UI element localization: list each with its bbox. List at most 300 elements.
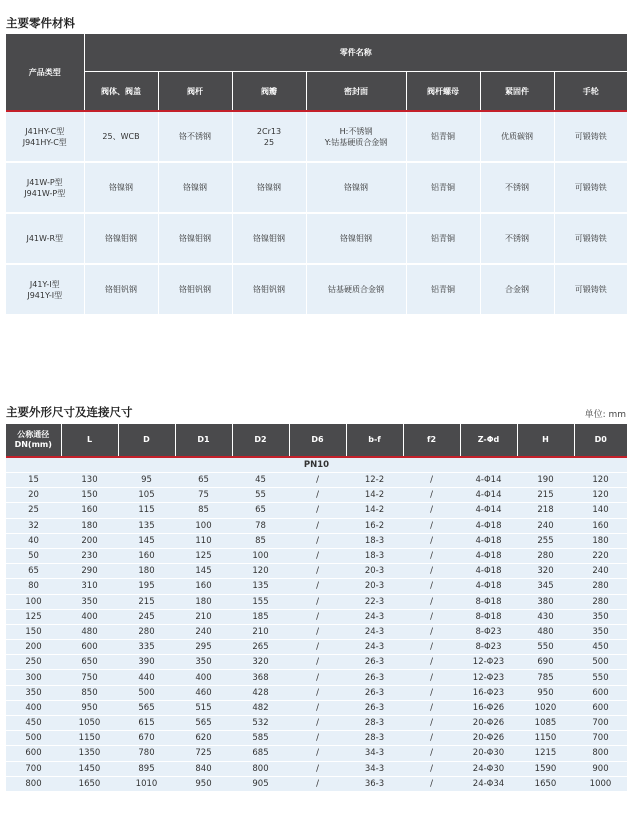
dimension-column-header: 公称通径 DN(mm) xyxy=(6,424,61,457)
dimension-cell: / xyxy=(403,716,460,731)
dimension-cell: 20-3 xyxy=(346,564,403,579)
dimension-cell: / xyxy=(403,488,460,503)
dimension-cell: 380 xyxy=(517,594,574,609)
dimension-cell: 105 xyxy=(118,488,175,503)
dimension-cell: 100 xyxy=(175,518,232,533)
material-cell: 铝青铜 xyxy=(406,162,480,213)
dimension-row xyxy=(6,518,627,533)
dimension-cell: 428 xyxy=(232,685,289,700)
dimensions-section-title: 主要外形尺寸及连接尺寸 xyxy=(6,405,133,419)
materials-section-title: 主要零件材料 xyxy=(6,16,75,30)
dimension-cell: / xyxy=(289,700,346,715)
dimension-cell: 1650 xyxy=(61,776,118,791)
dimension-row xyxy=(6,776,627,791)
dimension-row xyxy=(6,564,627,579)
dimension-cell: 1150 xyxy=(61,731,118,746)
dimension-cell: 565 xyxy=(118,700,175,715)
dimension-cell: 36-3 xyxy=(346,776,403,791)
material-cell: 25、WCB xyxy=(84,111,158,162)
dimension-cell: 280 xyxy=(118,624,175,639)
dimension-row xyxy=(6,655,627,670)
dimension-cell: 14-2 xyxy=(346,503,403,518)
dimension-cell: 400 xyxy=(6,700,61,715)
dimension-cell: 12-Φ23 xyxy=(460,670,517,685)
dimension-cell: 95 xyxy=(118,473,175,488)
materials-table xyxy=(6,34,627,316)
dimension-cell: / xyxy=(289,670,346,685)
dimension-cell: / xyxy=(289,594,346,609)
dimension-cell: / xyxy=(403,579,460,594)
dimension-cell: / xyxy=(403,761,460,776)
material-cell: 不锈钢 xyxy=(480,213,554,264)
dimension-cell: / xyxy=(403,518,460,533)
part-column-header: 阀杆螺母 xyxy=(406,72,480,112)
dimension-cell: 725 xyxy=(175,746,232,761)
dimension-cell: 20-Φ30 xyxy=(460,746,517,761)
dimension-cell: 280 xyxy=(574,594,627,609)
dimension-row xyxy=(6,488,627,503)
dimension-cell: / xyxy=(403,564,460,579)
dimension-cell: 320 xyxy=(232,655,289,670)
dimension-cell: 25 xyxy=(6,503,61,518)
dimension-cell: 155 xyxy=(232,594,289,609)
dimension-cell: 16-2 xyxy=(346,518,403,533)
dimension-cell: 180 xyxy=(175,594,232,609)
dimension-cell: / xyxy=(403,670,460,685)
dimension-cell: 245 xyxy=(118,609,175,624)
dimension-cell: 800 xyxy=(574,746,627,761)
dimension-cell: 700 xyxy=(574,716,627,731)
dimension-cell: 125 xyxy=(175,548,232,563)
dimension-cell: 55 xyxy=(232,488,289,503)
part-column-header: 阀杆 xyxy=(158,72,232,112)
dimension-column-header: D6 xyxy=(289,424,346,457)
dimension-column-header: f2 xyxy=(403,424,460,457)
dimension-cell: 350 xyxy=(61,594,118,609)
dimension-cell: 480 xyxy=(61,624,118,639)
dimension-cell: 120 xyxy=(574,473,627,488)
dimension-cell: 8-Φ23 xyxy=(460,624,517,639)
part-name-header: 零件名称 xyxy=(84,34,627,72)
dimension-cell: / xyxy=(403,624,460,639)
product-type-cell: J41HY-C型 J941HY-C型 xyxy=(6,111,84,162)
material-cell: 铬镍钼钢 xyxy=(84,213,158,264)
dimension-row xyxy=(6,670,627,685)
dimension-cell: 220 xyxy=(574,548,627,563)
dimension-cell: 400 xyxy=(175,670,232,685)
dimension-cell: / xyxy=(403,548,460,563)
dimension-cell: 400 xyxy=(61,609,118,624)
dimension-cell: 100 xyxy=(6,594,61,609)
dimension-cell: 600 xyxy=(6,746,61,761)
dimension-cell: 20-Φ26 xyxy=(460,731,517,746)
dimension-cell: 78 xyxy=(232,518,289,533)
dimension-row xyxy=(6,685,627,700)
materials-row xyxy=(6,111,627,162)
pressure-class-label: PN10 xyxy=(6,457,627,473)
dimension-cell: 160 xyxy=(118,548,175,563)
materials-row xyxy=(6,264,627,315)
dimension-cell: 1050 xyxy=(61,716,118,731)
material-cell: 铬钼钒钢 xyxy=(232,264,306,315)
dimension-cell: 210 xyxy=(232,624,289,639)
dimension-cell: 215 xyxy=(517,488,574,503)
dimension-cell: 65 xyxy=(175,473,232,488)
dimension-cell: 585 xyxy=(232,731,289,746)
dimension-cell: 1590 xyxy=(517,761,574,776)
dimension-cell: 115 xyxy=(118,503,175,518)
dimension-cell: 200 xyxy=(61,533,118,548)
dimension-cell: 85 xyxy=(175,503,232,518)
dimension-cell: 210 xyxy=(175,609,232,624)
dimension-cell: / xyxy=(403,473,460,488)
dimension-cell: 300 xyxy=(6,670,61,685)
materials-row xyxy=(6,162,627,213)
dimension-cell: 290 xyxy=(61,564,118,579)
dimension-cell: 1650 xyxy=(517,776,574,791)
dimension-cell: 18-3 xyxy=(346,548,403,563)
dimension-cell: / xyxy=(403,685,460,700)
dimension-column-header: L xyxy=(61,424,118,457)
dimension-row xyxy=(6,624,627,639)
dimension-cell: 1450 xyxy=(61,761,118,776)
material-cell: 铬镍钢 xyxy=(158,162,232,213)
dimension-cell: 600 xyxy=(574,700,627,715)
dimension-cell: 240 xyxy=(574,564,627,579)
dimension-cell: 310 xyxy=(61,579,118,594)
dimension-cell: / xyxy=(403,700,460,715)
dimension-cell: 65 xyxy=(6,564,61,579)
dimension-cell: 75 xyxy=(175,488,232,503)
dimension-cell: 4-Φ18 xyxy=(460,533,517,548)
product-type-cell: J41W-R型 xyxy=(6,213,84,264)
dimension-cell: 125 xyxy=(6,609,61,624)
dimension-cell: 335 xyxy=(118,640,175,655)
dimension-cell: 780 xyxy=(118,746,175,761)
dimension-cell: 515 xyxy=(175,700,232,715)
dimension-cell: 390 xyxy=(118,655,175,670)
dimension-cell: 280 xyxy=(574,579,627,594)
dimension-cell: 700 xyxy=(574,731,627,746)
material-cell: 铬钼钒钢 xyxy=(158,264,232,315)
dimension-cell: 24-Φ30 xyxy=(460,761,517,776)
dimension-cell: 785 xyxy=(517,670,574,685)
dimension-cell: 950 xyxy=(175,776,232,791)
dimension-cell: / xyxy=(289,746,346,761)
dimension-cell: / xyxy=(289,761,346,776)
dimension-cell: 22-3 xyxy=(346,594,403,609)
dimension-cell: 255 xyxy=(517,533,574,548)
dimension-cell: 100 xyxy=(232,548,289,563)
material-cell: 铬镍钼钢 xyxy=(232,213,306,264)
dimension-cell: 26-3 xyxy=(346,685,403,700)
dimension-cell: 160 xyxy=(175,579,232,594)
dimension-column-header: D0 xyxy=(574,424,627,457)
material-cell: 可锻铸铁 xyxy=(554,264,627,315)
dimension-cell: 110 xyxy=(175,533,232,548)
product-type-cell: J41Y-I型 J941Y-I型 xyxy=(6,264,84,315)
dimension-cell: / xyxy=(289,579,346,594)
material-cell: 铬镍钢 xyxy=(306,162,406,213)
dimension-cell: 32 xyxy=(6,518,61,533)
material-cell: 铬钼钒钢 xyxy=(84,264,158,315)
material-cell: 优质碳钢 xyxy=(480,111,554,162)
dimension-row xyxy=(6,594,627,609)
dimension-cell: 12-2 xyxy=(346,473,403,488)
dimension-cell: 160 xyxy=(61,503,118,518)
dimension-cell: 800 xyxy=(232,761,289,776)
dimension-cell: 320 xyxy=(517,564,574,579)
material-cell: 不锈钢 xyxy=(480,162,554,213)
dimension-cell: 500 xyxy=(574,655,627,670)
material-cell: 可锻铸铁 xyxy=(554,162,627,213)
dimension-column-header: D2 xyxy=(232,424,289,457)
dimension-row xyxy=(6,640,627,655)
dimension-cell: 40 xyxy=(6,533,61,548)
dimension-cell: 190 xyxy=(517,473,574,488)
dimension-cell: 670 xyxy=(118,731,175,746)
dimension-cell: 180 xyxy=(574,533,627,548)
dimension-cell: / xyxy=(289,533,346,548)
dimension-row xyxy=(6,548,627,563)
dimension-cell: 800 xyxy=(6,776,61,791)
dimension-cell: 900 xyxy=(574,761,627,776)
dimension-cell: 480 xyxy=(517,624,574,639)
dimension-cell: 905 xyxy=(232,776,289,791)
dimension-cell: 145 xyxy=(175,564,232,579)
dimension-cell: 1020 xyxy=(517,700,574,715)
dimension-row xyxy=(6,716,627,731)
dimension-cell: 145 xyxy=(118,533,175,548)
dimension-cell: 8-Φ18 xyxy=(460,594,517,609)
dimension-cell: 20 xyxy=(6,488,61,503)
dimension-cell: 4-Φ18 xyxy=(460,579,517,594)
dimension-cell: 1215 xyxy=(517,746,574,761)
dimension-row xyxy=(6,503,627,518)
dimension-cell: 450 xyxy=(6,716,61,731)
dimension-cell: 500 xyxy=(6,731,61,746)
dimension-cell: 895 xyxy=(118,761,175,776)
dimension-cell: 1000 xyxy=(574,776,627,791)
dimension-cell: / xyxy=(289,716,346,731)
dimension-cell: 28-3 xyxy=(346,731,403,746)
dimension-cell: 750 xyxy=(61,670,118,685)
dimension-cell: 20-Φ26 xyxy=(460,716,517,731)
dimension-cell: 4-Φ18 xyxy=(460,564,517,579)
dimension-cell: 16-Φ23 xyxy=(460,685,517,700)
dimension-row xyxy=(6,473,627,488)
dimension-cell: / xyxy=(289,640,346,655)
pressure-class-row xyxy=(6,457,627,473)
dimension-cell: 4-Φ18 xyxy=(460,548,517,563)
dimension-cell: 18-3 xyxy=(346,533,403,548)
dimension-cell: 550 xyxy=(517,640,574,655)
material-cell: 铬镍钼钢 xyxy=(306,213,406,264)
dimension-cell: / xyxy=(403,746,460,761)
dimension-cell: 650 xyxy=(61,655,118,670)
dimension-cell: / xyxy=(289,548,346,563)
dimension-cell: 195 xyxy=(118,579,175,594)
dimension-cell: 700 xyxy=(6,761,61,776)
material-cell: 铬不锈钢 xyxy=(158,111,232,162)
dimension-cell: / xyxy=(403,776,460,791)
dimension-cell: 14-2 xyxy=(346,488,403,503)
part-column-header: 手轮 xyxy=(554,72,627,112)
dimension-cell: 565 xyxy=(175,716,232,731)
dimension-cell: / xyxy=(289,609,346,624)
dimension-cell: 45 xyxy=(232,473,289,488)
dimension-cell: 1010 xyxy=(118,776,175,791)
material-cell: 可锻铸铁 xyxy=(554,111,627,162)
dimension-column-header: D xyxy=(118,424,175,457)
dimension-cell: 350 xyxy=(574,609,627,624)
dimension-cell: 150 xyxy=(6,624,61,639)
dimension-cell: 532 xyxy=(232,716,289,731)
dimension-cell: 26-3 xyxy=(346,670,403,685)
dimension-column-header: Z-Φd xyxy=(460,424,517,457)
product-type-header: 产品类型 xyxy=(6,34,84,111)
dimension-cell: 368 xyxy=(232,670,289,685)
dimension-cell: 160 xyxy=(574,518,627,533)
dimension-row xyxy=(6,609,627,624)
dimension-row xyxy=(6,746,627,761)
dimension-cell: 120 xyxy=(232,564,289,579)
dimension-cell: / xyxy=(403,609,460,624)
dimension-cell: 34-3 xyxy=(346,761,403,776)
dimension-cell: / xyxy=(289,503,346,518)
dimension-cell: 135 xyxy=(118,518,175,533)
materials-row xyxy=(6,213,627,264)
dimension-cell: 295 xyxy=(175,640,232,655)
dimension-column-header: D1 xyxy=(175,424,232,457)
dimension-cell: 26-3 xyxy=(346,655,403,670)
dimension-cell: / xyxy=(403,594,460,609)
dimension-cell: 65 xyxy=(232,503,289,518)
dimension-column-header: H xyxy=(517,424,574,457)
material-cell: 2Cr13 25 xyxy=(232,111,306,162)
dimension-cell: 482 xyxy=(232,700,289,715)
material-cell: 合金钢 xyxy=(480,264,554,315)
dimension-cell: 350 xyxy=(574,624,627,639)
material-cell: 铝青铜 xyxy=(406,213,480,264)
part-column-header: 紧固件 xyxy=(480,72,554,112)
dimension-cell: 20-3 xyxy=(346,579,403,594)
dimension-cell: 8-Φ23 xyxy=(460,640,517,655)
material-cell: 铝青铜 xyxy=(406,264,480,315)
dimension-cell: / xyxy=(403,731,460,746)
part-column-header: 密封面 xyxy=(306,72,406,112)
dimension-cell: 16-Φ26 xyxy=(460,700,517,715)
dimension-cell: 4-Φ14 xyxy=(460,503,517,518)
dimension-cell: / xyxy=(289,473,346,488)
material-cell: 铬镍钢 xyxy=(232,162,306,213)
dimension-cell: 215 xyxy=(118,594,175,609)
dimension-cell: 4-Φ18 xyxy=(460,518,517,533)
dimension-cell: 1150 xyxy=(517,731,574,746)
dimension-cell: 50 xyxy=(6,548,61,563)
dimension-cell: 280 xyxy=(517,548,574,563)
dimension-cell: 120 xyxy=(574,488,627,503)
dimension-cell: 24-3 xyxy=(346,640,403,655)
material-cell: 铬镍钢 xyxy=(84,162,158,213)
dimension-cell: / xyxy=(289,624,346,639)
dimension-cell: 240 xyxy=(517,518,574,533)
dimension-cell: 1350 xyxy=(61,746,118,761)
dimension-cell: 550 xyxy=(574,670,627,685)
dimension-row xyxy=(6,700,627,715)
dimension-cell: 250 xyxy=(6,655,61,670)
dimension-cell: 4-Φ14 xyxy=(460,488,517,503)
material-cell: 铝青铜 xyxy=(406,111,480,162)
material-cell: 钴基硬质合金钢 xyxy=(306,264,406,315)
dimension-cell: 1085 xyxy=(517,716,574,731)
dimension-cell: 840 xyxy=(175,761,232,776)
dimension-cell: 685 xyxy=(232,746,289,761)
dimension-cell: / xyxy=(403,503,460,518)
dimension-cell: 230 xyxy=(61,548,118,563)
material-cell: 铬镍钼钢 xyxy=(158,213,232,264)
dimension-cell: 135 xyxy=(232,579,289,594)
dimension-cell: 26-3 xyxy=(346,700,403,715)
dimension-cell: 180 xyxy=(61,518,118,533)
dimension-cell: 140 xyxy=(574,503,627,518)
dimension-cell: 620 xyxy=(175,731,232,746)
dimension-cell: 4-Φ14 xyxy=(460,473,517,488)
dimension-cell: 350 xyxy=(6,685,61,700)
dimension-cell: 185 xyxy=(232,609,289,624)
dimension-cell: 600 xyxy=(574,685,627,700)
part-column-header: 阀体、阀盖 xyxy=(84,72,158,112)
dimension-cell: 950 xyxy=(517,685,574,700)
dimension-cell: 24-Φ34 xyxy=(460,776,517,791)
dimension-cell: 200 xyxy=(6,640,61,655)
dimension-cell: 440 xyxy=(118,670,175,685)
dimension-cell: 600 xyxy=(61,640,118,655)
dimension-row xyxy=(6,579,627,594)
dimension-cell: / xyxy=(289,776,346,791)
dimension-row xyxy=(6,533,627,548)
dimension-cell: 615 xyxy=(118,716,175,731)
dimension-cell: 265 xyxy=(232,640,289,655)
dimension-cell: 690 xyxy=(517,655,574,670)
dimension-cell: / xyxy=(289,518,346,533)
dimension-cell: 180 xyxy=(118,564,175,579)
dimension-cell: 430 xyxy=(517,609,574,624)
dimension-row xyxy=(6,731,627,746)
dimension-cell: 150 xyxy=(61,488,118,503)
dimension-cell: 24-3 xyxy=(346,609,403,624)
material-cell: 可锻铸铁 xyxy=(554,213,627,264)
dimensions-table xyxy=(6,424,627,792)
dimension-cell: 80 xyxy=(6,579,61,594)
dimension-cell: / xyxy=(289,564,346,579)
dimension-cell: 28-3 xyxy=(346,716,403,731)
dimension-cell: 950 xyxy=(61,700,118,715)
material-cell: H:不锈钢 Y:钴基硬质合金钢 xyxy=(306,111,406,162)
dimension-cell: / xyxy=(289,488,346,503)
dimension-cell: 8-Φ18 xyxy=(460,609,517,624)
dimension-cell: / xyxy=(403,655,460,670)
dimension-cell: 15 xyxy=(6,473,61,488)
dimension-row xyxy=(6,761,627,776)
dimension-cell: / xyxy=(289,655,346,670)
dimension-cell: / xyxy=(403,533,460,548)
dimension-cell: 850 xyxy=(61,685,118,700)
dimension-cell: 12-Φ23 xyxy=(460,655,517,670)
dimension-cell: 240 xyxy=(175,624,232,639)
dimension-cell: 24-3 xyxy=(346,624,403,639)
product-type-cell: J41W-P型 J941W-P型 xyxy=(6,162,84,213)
